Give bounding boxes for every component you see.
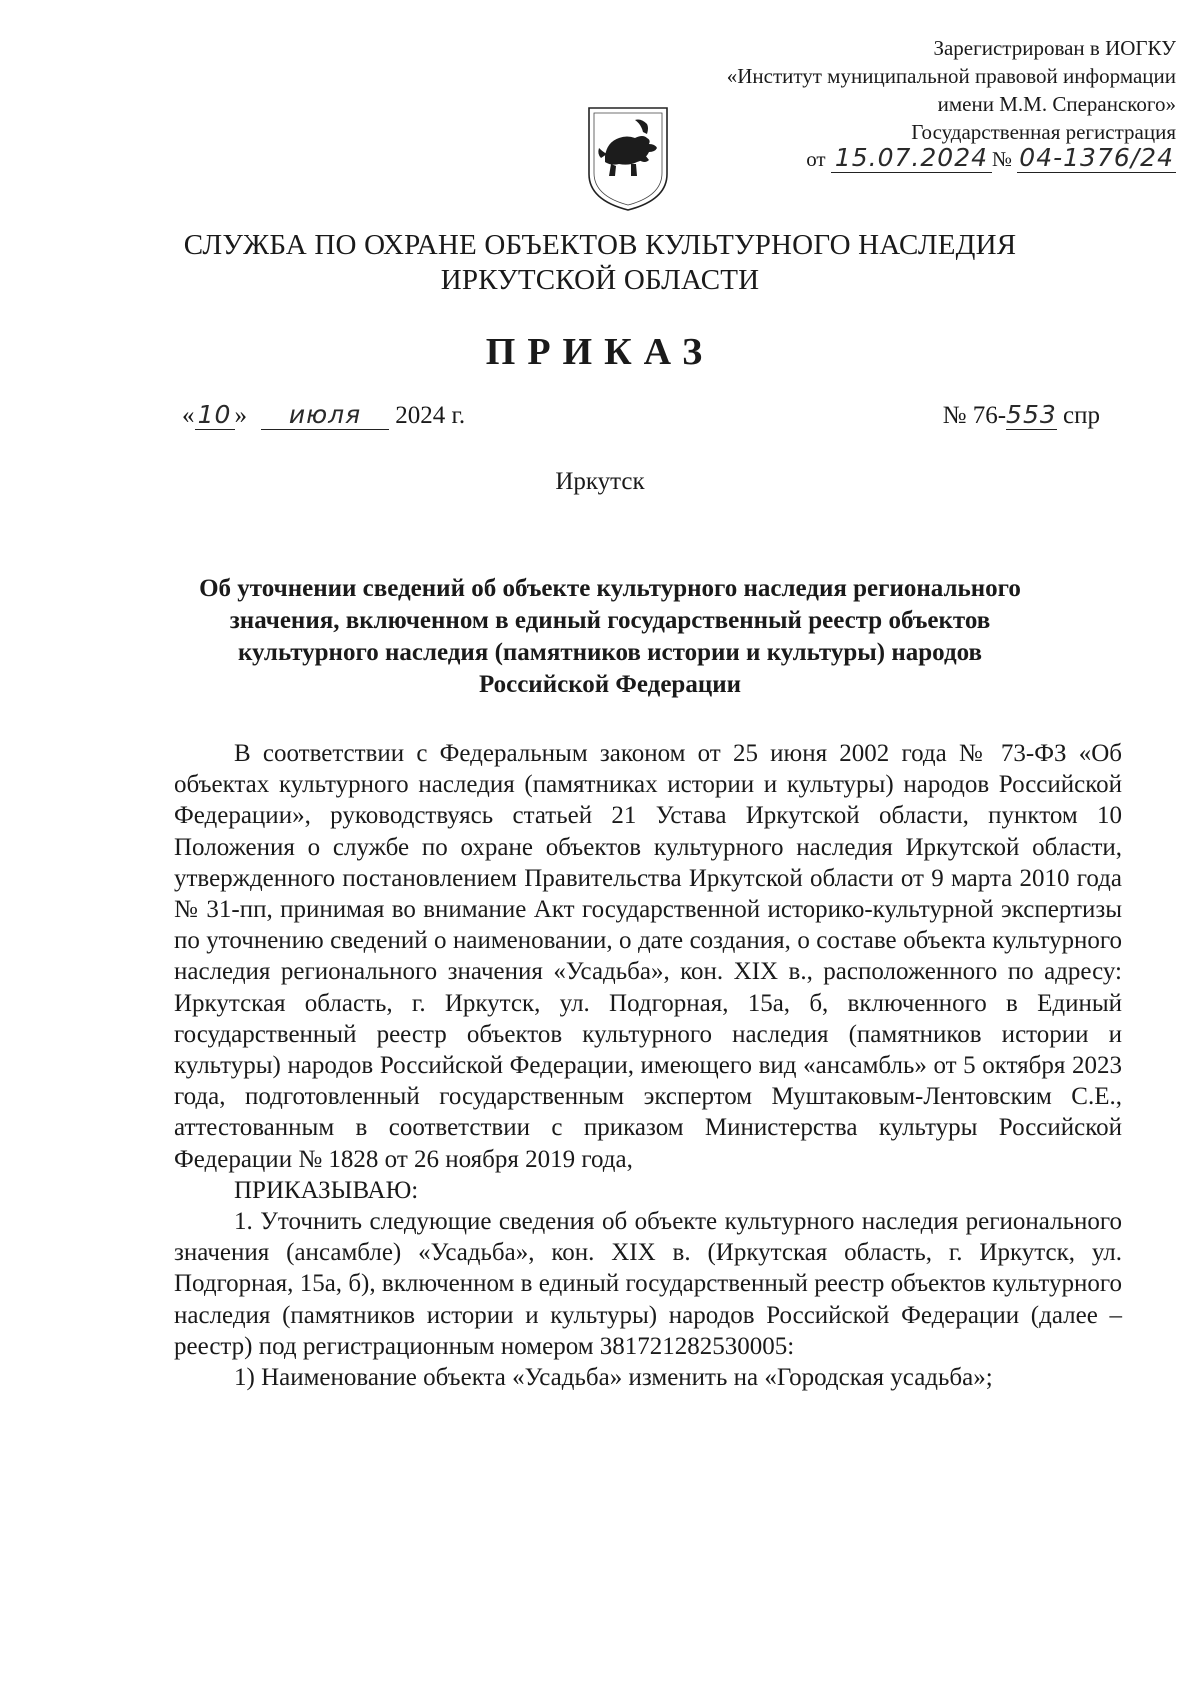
order-body <box>174 738 1122 1393</box>
registration-line-1: Зарегистрирован в ИОГКУ <box>933 36 1176 60</box>
registration-stamp <box>656 34 1176 173</box>
subject-line-4: Российской Федерации <box>478 671 742 698</box>
organization-title <box>0 228 1200 298</box>
order-item-1-subitem-1: 1) Наименование объекта «Усадьба» изменить на «Городская усадьба»; <box>234 1364 993 1392</box>
subject-line-2: значения, включенном в единый государственный реестр объектов <box>229 607 991 634</box>
order-month: июля <box>261 400 389 430</box>
registration-line-2: «Институт муниципальной правовой информации <box>726 64 1176 88</box>
order-date <box>182 400 465 430</box>
registration-date: 15.07.2024 <box>831 143 992 173</box>
order-city: Иркутск <box>555 468 645 495</box>
order-number-suffix: спр <box>1063 402 1100 429</box>
subject-line-1: Об уточнении сведений об объекте культурного наследия регионального <box>199 575 1021 602</box>
order-number-value: 553 <box>1006 400 1057 429</box>
order-day: 10 <box>195 400 235 430</box>
registration-line-4: Государственная регистрация <box>911 120 1176 144</box>
document-type-heading: ПРИКАЗ <box>485 331 715 373</box>
order-number <box>943 400 1100 430</box>
organization-title-line-2: ИРКУТСКОЙ ОБЛАСТИ <box>440 264 760 296</box>
organization-title-line-1: СЛУЖБА ПО ОХРАНЕ ОБЪЕКТОВ КУЛЬТУРНОГО НАСЛЕДИЯ <box>183 229 1017 261</box>
order-number-prefix: № 76- <box>942 402 1007 429</box>
registration-line-3: имени М.М. Сперанского» <box>937 92 1176 116</box>
preamble-paragraph: В соответствии с Федеральным законом от 25 июня 2002 года № 73-ФЗ «Об объектах культурного наследия (памятниках истории и культуры) народов Российской Федерации», руководствуясь статьей 21 Устава Иркутской области, пунктом 10 Положения о службе по охране объектов культурного наследия Иркутской области, утвержденного постановлением Правительства Иркутской области от 9 марта 2010 года № 31-пп, принимая во внимание Акт государственной историко-культурной экспертизы по уточнению сведений о наименовании, о дате создания, о составе объекта культурного наследия регионального значения «Усадьба», кон. XIX в., расположенного по адресу: Иркутская область, г. Иркутск, ул. Подгорная, 15а, б, включенного в Единый государственный реестр объектов культурного наследия (памятников истории и культуры) народов Российской Федерации, имеющего вид «ансамбль» от 5 октября 2023 года, подготовленный государственным экспертом Муштаковым-Лентовским С.Е., аттестованным в соответствии с приказом Министерства культуры Российской Федерации № 1828 от 26 ноября 2019 года, <box>174 740 1122 1173</box>
date-close-quote: » <box>234 402 247 429</box>
registration-from-label: от <box>806 147 826 171</box>
order-directive: ПРИКАЗЫВАЮ: <box>234 1176 419 1204</box>
subject-line-3: культурного наследия (памятников истории и культуры) народов <box>237 639 982 666</box>
order-year: 2024 г. <box>395 402 466 429</box>
order-subject <box>170 573 1050 701</box>
order-item-1: 1. Уточнить следующие сведения об объекте культурного наследия регионального значения (ансамбле) «Усадьба», кон. XIX в. (Иркутская область, г. Иркутск, ул. Подгорная, 15а, б), включенном в единый государственный реестр объектов культурного наследия (памятников истории и культуры) народов Российской Федерации (далее – реестр) под регистрационным номером 381721282530005: <box>174 1208 1122 1360</box>
irkutsk-coat-of-arms-icon <box>585 104 671 214</box>
registration-number-label: № <box>992 147 1013 171</box>
registration-date-number-row <box>656 144 1176 173</box>
registration-number: 04-1376/24 <box>1019 143 1174 172</box>
date-open-quote: « <box>182 402 195 429</box>
